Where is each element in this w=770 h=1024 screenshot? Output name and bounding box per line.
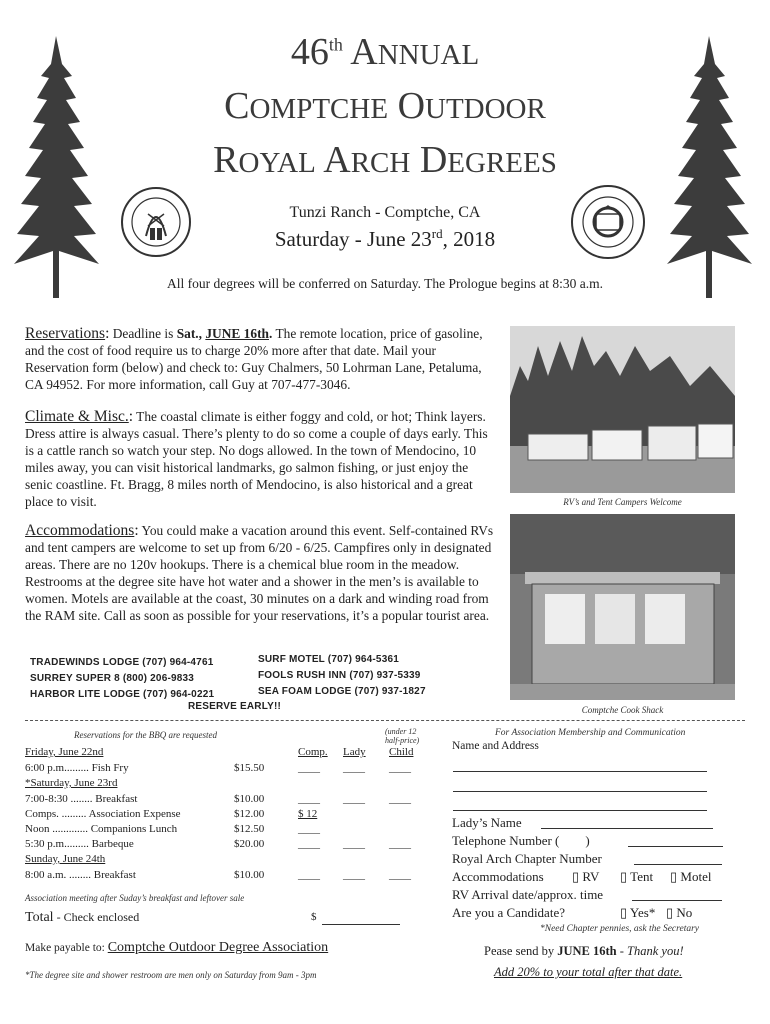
field-comp-breakfast-sat[interactable]: ____ [298,793,320,805]
name-address-label: Name and Address [452,740,539,752]
address-line-1[interactable] [453,771,707,772]
row-fish-fry: 6:00 p.m......... Fish Fry [25,762,129,774]
title-line-3: ROYAL ARCH DEGREES [213,139,557,181]
rv-arrival-label: RV Arrival date/approx. time [452,887,604,902]
pennies-note: *Need Chapter pennies, ask the Secretary [540,924,699,934]
footnote: *The degree site and shower restroom are men only on Saturday from 9am - 3pm [25,970,317,980]
row-companions-lunch: Noon ............. Companions Lunch [25,823,178,835]
bbq-note: Reservations for the BBQ are requested [74,730,218,740]
lodging-item: SEA FOAM LODGE (707) 937-1827 [258,686,426,697]
accommodations-section: Accommodations: You could make a vacation around this event. Self-contained RVs and tent campers are welcome to set up from 6/20 - 6/25. Campfires only in designated areas. There are no 120v hookups. There is a chemical blue room in the meadow. Restrooms at the degree site have hot water and a shower in the men’s is available to women. Motels are available at the coast, 30 minutes on a dark and winding road from the RAM site. Call as soon as possible for your reservations, it’s a popular tourist area. [25,522,494,623]
field-lady-breakfast-sun[interactable]: ____ [343,869,365,881]
add-20-note: Add 20% to your total after that date. [494,965,683,979]
lodging-item: HARBOR LITE LODGE (707) 964-0221 [30,689,215,700]
cook-shack-photo [510,514,735,700]
lodging-list-left [30,655,214,703]
rv-arrival-field[interactable] [632,900,722,901]
event-date: Saturday - June 23rd, 2018 [274,226,496,251]
price-barbeque: $20.00 [234,838,265,850]
left-seal-logo [120,186,192,258]
option-no[interactable]: ▯ No [666,905,693,920]
field-comp-bbq[interactable]: ____ [298,838,320,850]
total-field[interactable] [322,924,400,925]
price-breakfast-sat: $10.00 [234,793,265,805]
climate-heading: Climate & Misc. [25,408,129,425]
row-barbeque: 5:30 p.m......... Barbeque [25,838,134,850]
left-tree-illustration [14,36,99,298]
ladys-name-label: Lady’s Name [452,815,522,830]
col-comp: Comp. [298,746,328,758]
send-by: Pease send by JUNE 16th - Thank you! [484,944,684,958]
row-association-expense: Comps. ......... Association Expense [25,808,181,820]
price-breakfast-sun: $10.00 [234,869,265,881]
col-child: Child [389,746,414,758]
field-child-fish-fry[interactable]: ____ [389,762,411,774]
saturday-heading: *Saturday, June 23rd [25,777,118,789]
intro-text: All four degrees will be conferred on Saturday. The Prologue begins at 8:30 a.m. [166,276,603,291]
friday-heading: Friday, June 22nd [25,746,104,758]
field-child-bbq[interactable]: ____ [389,838,411,850]
option-yes[interactable]: ▯ Yes* [620,905,656,920]
chapter-field[interactable] [634,864,722,865]
title-line-2: COMPTCHE OUTDOOR [224,85,546,127]
telephone-label: Telephone Number ( ) [452,833,590,848]
field-lady-fish-fry[interactable]: ____ [343,762,365,774]
total-dollar: $ [311,911,317,923]
lodging-item: FOOLS RUSH INN (707) 937-5339 [258,670,421,681]
option-motel[interactable]: ▯ Motel [670,869,712,884]
total-row: Total - Check enclosed [25,910,140,925]
address-line-2[interactable] [453,791,707,792]
accommodations-heading: Accommodations [25,522,135,539]
photo1-caption: RV’s and Tent Campers Welcome [563,497,682,507]
photo2-caption: Comptche Cook Shack [581,705,664,715]
meeting-note: Association meeting after Suday’s breakfast and leftover sale [25,893,245,903]
accommodations-label: Accommodations [452,869,544,884]
field-comp-lunch[interactable]: ____ [298,823,320,835]
payable-to: Make payable to: Comptche Outdoor Degree Association [25,940,329,955]
field-child-breakfast-sat[interactable]: ____ [389,793,411,805]
row-breakfast-sun: 8:00 a.m. ........ Breakfast [25,869,136,881]
rv-campers-photo [510,326,735,493]
row-breakfast-sat: 7:00-8:30 ........ Breakfast [25,793,138,805]
lodging-list-right [258,652,426,700]
title-line-1: 46th ANNUAL [290,31,480,73]
lodging-item: SURREY SUPER 8 (800) 206-9833 [30,673,195,684]
child-note: (under 12 half-price) [385,727,420,745]
field-comp-association: $ 12 [298,808,318,820]
field-child-breakfast-sun[interactable]: ____ [389,869,411,881]
reservations-heading: Reservations [25,325,106,342]
right-seal-logo [570,184,646,260]
right-tree-illustration [667,36,752,298]
option-tent[interactable]: ▯ Tent [620,869,654,884]
membership-heading: For Association Membership and Communication [495,728,686,738]
candidate-label: Are you a Candidate? [452,905,565,920]
price-fish-fry: $15.50 [234,762,265,774]
event-location: Tunzi Ranch - Comptche, CA [289,204,481,221]
field-lady-bbq[interactable]: ____ [343,838,365,850]
lodging-item: TRADEWINDS LODGE (707) 964-4761 [30,657,214,668]
field-comp-breakfast-sun[interactable]: ____ [298,869,320,881]
reservations-section: Reservations: Deadline is Sat., JUNE 16th. The remote location, price of gasoline, and the cost of food require us to charge 20% more after that date. Mail your Reservation form (below) and check to: Guy Chalmers, 50 Lohrman Lane, Petaluma, CA 94952. For more information, call Guy at 707-477-3046. [25,325,483,392]
field-comp-fish-fry[interactable]: ____ [298,762,320,774]
reserve-early: RESERVE EARLY!! [188,701,282,712]
price-companions-lunch: $12.50 [234,823,265,835]
col-lady: Lady [343,746,366,758]
climate-section: Climate & Misc.: The coastal climate is either foggy and cold, or hot; Think layers. Dress attire is always casual. There’s plenty to do so come a couple of days early. This is a cattle ranch so watch your step. No dogs allowed. In the town of Mendocino, 10 miles away, you can visit historical landmarks, go salmon fishing, or just enjoy the senic coastline. Ft. Bragg, 8 miles north of Mendocino, is also historical and a great place to visit. [25,408,488,509]
price-association-expense: $12.00 [234,808,265,820]
address-line-3[interactable] [453,810,707,811]
ladys-name-field[interactable] [541,828,713,829]
chapter-label: Royal Arch Chapter Number [452,851,602,866]
telephone-field[interactable] [628,846,723,847]
lodging-item: SURF MOTEL (707) 964-5361 [258,654,399,665]
sunday-heading: Sunday, June 24th [25,853,106,865]
field-lady-breakfast-sat[interactable]: ____ [343,793,365,805]
option-rv[interactable]: ▯ RV [572,869,600,884]
cut-line [25,720,745,721]
